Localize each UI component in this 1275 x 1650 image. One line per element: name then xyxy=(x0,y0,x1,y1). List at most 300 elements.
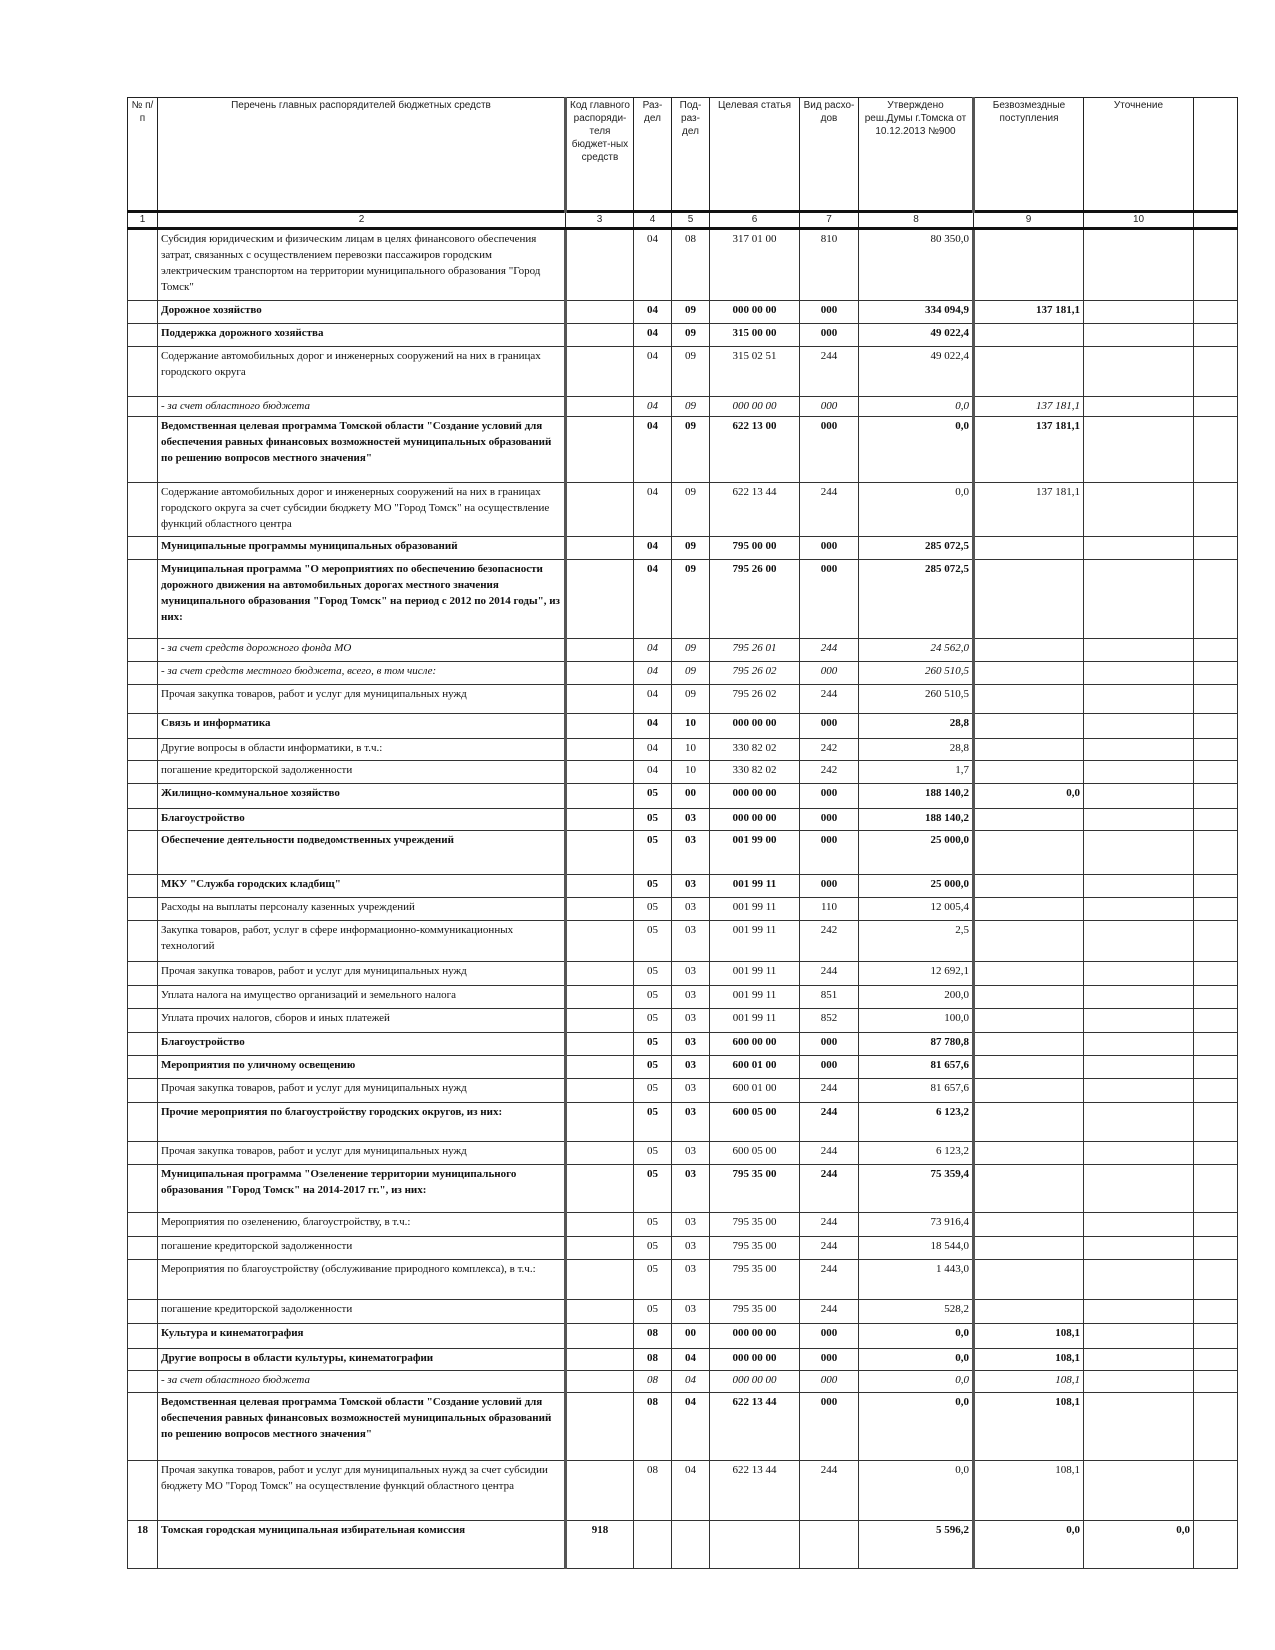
row-number xyxy=(128,417,158,483)
table-row xyxy=(128,784,1238,809)
row-number: 18 xyxy=(128,1521,158,1569)
row-approved: 2,5 xyxy=(859,921,974,962)
table-row xyxy=(128,1521,1238,1569)
row-adjustment xyxy=(1084,301,1194,324)
row-target-article: 000 00 00 xyxy=(710,397,800,417)
row-expense-type: 242 xyxy=(800,739,859,761)
header-col-target-article: Целевая статья xyxy=(710,98,800,212)
row-grants xyxy=(974,1033,1084,1056)
row-extra xyxy=(1194,1009,1238,1033)
row-grants: 137 181,1 xyxy=(974,483,1084,537)
row-expense-type: 852 xyxy=(800,1009,859,1033)
row-extra xyxy=(1194,962,1238,986)
row-grants: 137 181,1 xyxy=(974,397,1084,417)
row-approved: 188 140,2 xyxy=(859,809,974,831)
row-adjustment xyxy=(1084,784,1194,809)
row-adjustment xyxy=(1084,560,1194,639)
row-number xyxy=(128,1033,158,1056)
row-subsection: 09 xyxy=(672,347,710,397)
row-grants xyxy=(974,1165,1084,1213)
row-adjustment xyxy=(1084,1009,1194,1033)
row-adjustment xyxy=(1084,1033,1194,1056)
row-number xyxy=(128,831,158,875)
row-extra xyxy=(1194,921,1238,962)
row-section: 05 xyxy=(634,784,672,809)
row-expense-type: 000 xyxy=(800,1056,859,1079)
row-subsection: 09 xyxy=(672,685,710,714)
row-target-article: 795 35 00 xyxy=(710,1213,800,1237)
row-extra xyxy=(1194,1521,1238,1569)
row-code xyxy=(566,1213,634,1237)
row-target-article: 600 00 00 xyxy=(710,1033,800,1056)
row-expense-type: 244 xyxy=(800,347,859,397)
row-target-article: 000 00 00 xyxy=(710,1349,800,1371)
row-expense-type: 244 xyxy=(800,1461,859,1521)
row-approved: 100,0 xyxy=(859,1009,974,1033)
row-adjustment xyxy=(1084,1371,1194,1393)
row-approved: 87 780,8 xyxy=(859,1033,974,1056)
row-number xyxy=(128,483,158,537)
header-col-approved: Утверждено реш.Думы г.Томска от 10.12.2013 №900 xyxy=(859,98,974,212)
row-number xyxy=(128,1056,158,1079)
row-code xyxy=(566,1260,634,1300)
row-subsection: 03 xyxy=(672,1103,710,1142)
row-grants: 0,0 xyxy=(974,1521,1084,1569)
row-subsection: 09 xyxy=(672,397,710,417)
row-name: Муниципальные программы муниципальных образований xyxy=(158,537,566,560)
row-adjustment xyxy=(1084,921,1194,962)
row-number xyxy=(128,1103,158,1142)
row-grants xyxy=(974,1237,1084,1260)
row-subsection: 09 xyxy=(672,324,710,347)
row-name: - за счет областного бюджета xyxy=(158,397,566,417)
row-target-article: 001 99 11 xyxy=(710,875,800,898)
row-expense-type: 244 xyxy=(800,1142,859,1165)
row-name: - за счет средств местного бюджета, всего, в том числе: xyxy=(158,662,566,685)
row-code xyxy=(566,1461,634,1521)
row-grants xyxy=(974,1300,1084,1324)
row-approved: 6 123,2 xyxy=(859,1103,974,1142)
row-adjustment xyxy=(1084,1079,1194,1103)
row-expense-type: 851 xyxy=(800,986,859,1009)
row-subsection: 03 xyxy=(672,1079,710,1103)
row-adjustment xyxy=(1084,1165,1194,1213)
row-adjustment xyxy=(1084,1393,1194,1461)
row-subsection: 00 xyxy=(672,784,710,809)
row-extra xyxy=(1194,1349,1238,1371)
row-adjustment xyxy=(1084,537,1194,560)
table-row xyxy=(128,1461,1238,1521)
row-expense-type xyxy=(800,1521,859,1569)
row-extra xyxy=(1194,1393,1238,1461)
row-adjustment xyxy=(1084,324,1194,347)
row-code xyxy=(566,324,634,347)
row-target-article: 622 13 44 xyxy=(710,1393,800,1461)
row-number xyxy=(128,560,158,639)
row-subsection: 03 xyxy=(672,986,710,1009)
row-code xyxy=(566,1371,634,1393)
table-row xyxy=(128,739,1238,761)
row-code xyxy=(566,784,634,809)
row-adjustment: 0,0 xyxy=(1084,1521,1194,1569)
header-col-name: Перечень главных распорядителей бюджетных средств xyxy=(158,98,566,212)
table-row xyxy=(128,1260,1238,1300)
column-number: 4 xyxy=(634,212,672,229)
table-body xyxy=(128,229,1238,1569)
row-adjustment xyxy=(1084,397,1194,417)
row-grants xyxy=(974,1213,1084,1237)
row-section: 08 xyxy=(634,1349,672,1371)
row-number xyxy=(128,1009,158,1033)
row-extra xyxy=(1194,639,1238,662)
row-subsection: 04 xyxy=(672,1461,710,1521)
row-code xyxy=(566,921,634,962)
row-expense-type: 000 xyxy=(800,662,859,685)
row-grants xyxy=(974,560,1084,639)
row-section: 04 xyxy=(634,662,672,685)
row-number xyxy=(128,809,158,831)
row-target-article: 330 82 02 xyxy=(710,739,800,761)
row-approved: 81 657,6 xyxy=(859,1056,974,1079)
row-subsection: 03 xyxy=(672,921,710,962)
row-subsection: 03 xyxy=(672,1260,710,1300)
row-name: Содержание автомобильных дорог и инженерных сооружений на них в границах городского округа xyxy=(158,347,566,397)
row-target-article: 315 00 00 xyxy=(710,324,800,347)
row-expense-type: 244 xyxy=(800,1103,859,1142)
row-number xyxy=(128,639,158,662)
row-adjustment xyxy=(1084,347,1194,397)
row-section: 04 xyxy=(634,714,672,739)
table-row xyxy=(128,761,1238,784)
row-adjustment xyxy=(1084,714,1194,739)
row-target-article: 622 13 00 xyxy=(710,417,800,483)
row-target-article: 001 99 00 xyxy=(710,831,800,875)
row-target-article: 317 01 00 xyxy=(710,229,800,301)
row-section: 04 xyxy=(634,685,672,714)
table-row xyxy=(128,875,1238,898)
row-number xyxy=(128,1237,158,1260)
row-code xyxy=(566,1103,634,1142)
table-row xyxy=(128,1237,1238,1260)
row-expense-type: 000 xyxy=(800,1349,859,1371)
row-expense-type: 110 xyxy=(800,898,859,921)
row-target-article: 795 00 00 xyxy=(710,537,800,560)
row-subsection: 03 xyxy=(672,1009,710,1033)
row-section: 04 xyxy=(634,537,672,560)
row-target-article: 600 05 00 xyxy=(710,1103,800,1142)
column-number: 9 xyxy=(974,212,1084,229)
row-grants: 108,1 xyxy=(974,1393,1084,1461)
row-approved: 285 072,5 xyxy=(859,560,974,639)
row-name: Жилищно-коммунальное хозяйство xyxy=(158,784,566,809)
row-extra xyxy=(1194,1260,1238,1300)
row-number xyxy=(128,1461,158,1521)
row-approved: 0,0 xyxy=(859,1461,974,1521)
row-approved: 0,0 xyxy=(859,397,974,417)
row-target-article: 795 26 02 xyxy=(710,662,800,685)
row-approved: 200,0 xyxy=(859,986,974,1009)
row-approved: 28,8 xyxy=(859,714,974,739)
row-name: погашение кредиторской задолженности xyxy=(158,1300,566,1324)
row-number xyxy=(128,229,158,301)
row-approved: 188 140,2 xyxy=(859,784,974,809)
row-name: Расходы на выплаты персоналу казенных учреждений xyxy=(158,898,566,921)
row-adjustment xyxy=(1084,229,1194,301)
row-extra xyxy=(1194,1103,1238,1142)
row-expense-type: 244 xyxy=(800,639,859,662)
row-extra xyxy=(1194,324,1238,347)
row-target-article xyxy=(710,1521,800,1569)
row-adjustment xyxy=(1084,1349,1194,1371)
table-row xyxy=(128,962,1238,986)
row-number xyxy=(128,714,158,739)
column-number: 8 xyxy=(859,212,974,229)
table-row xyxy=(128,1300,1238,1324)
row-number xyxy=(128,537,158,560)
row-number xyxy=(128,324,158,347)
row-code xyxy=(566,1033,634,1056)
row-target-article: 000 00 00 xyxy=(710,809,800,831)
row-expense-type: 244 xyxy=(800,1165,859,1213)
row-approved: 25 000,0 xyxy=(859,831,974,875)
row-name: Мероприятия по озеленению, благоустройству, в т.ч.: xyxy=(158,1213,566,1237)
row-code xyxy=(566,739,634,761)
row-approved: 285 072,5 xyxy=(859,537,974,560)
row-name: Ведомственная целевая программа Томской области "Создание условий для обеспечения равных финансовых возможностей муниципальных образований по решению вопросов местного значения" xyxy=(158,1393,566,1461)
row-name: Прочая закупка товаров, работ и услуг для муниципальных нужд xyxy=(158,685,566,714)
table-row xyxy=(128,1371,1238,1393)
row-grants xyxy=(974,1103,1084,1142)
row-grants xyxy=(974,898,1084,921)
column-number: 10 xyxy=(1084,212,1194,229)
row-approved: 0,0 xyxy=(859,483,974,537)
row-grants xyxy=(974,324,1084,347)
row-code xyxy=(566,560,634,639)
table-row xyxy=(128,898,1238,921)
row-adjustment xyxy=(1084,1237,1194,1260)
row-section: 04 xyxy=(634,301,672,324)
row-expense-type: 000 xyxy=(800,875,859,898)
row-grants xyxy=(974,1142,1084,1165)
row-expense-type: 242 xyxy=(800,761,859,784)
row-expense-type: 242 xyxy=(800,921,859,962)
row-code xyxy=(566,347,634,397)
row-name: Прочие мероприятия по благоустройству городских округов, из них: xyxy=(158,1103,566,1142)
row-number xyxy=(128,1079,158,1103)
row-grants: 137 181,1 xyxy=(974,417,1084,483)
row-adjustment xyxy=(1084,483,1194,537)
column-number-row xyxy=(128,212,1238,229)
row-expense-type: 000 xyxy=(800,1371,859,1393)
row-approved: 1,7 xyxy=(859,761,974,784)
row-adjustment xyxy=(1084,1324,1194,1349)
row-number xyxy=(128,301,158,324)
table-row xyxy=(128,1165,1238,1213)
row-target-article: 622 13 44 xyxy=(710,483,800,537)
row-number xyxy=(128,962,158,986)
row-expense-type: 000 xyxy=(800,831,859,875)
row-target-article: 600 01 00 xyxy=(710,1056,800,1079)
row-subsection: 09 xyxy=(672,483,710,537)
row-target-article: 001 99 11 xyxy=(710,1009,800,1033)
header-col-grants: Безвозмездные поступления xyxy=(974,98,1084,212)
row-extra xyxy=(1194,898,1238,921)
header-col-subsection: Под-раз-дел xyxy=(672,98,710,212)
row-name: Содержание автомобильных дорог и инженерных сооружений на них в границах городского округа за счет субсидии бюджету МО "Город Томск" на осуществление функций областного центра xyxy=(158,483,566,537)
table-row xyxy=(128,831,1238,875)
row-target-article: 315 02 51 xyxy=(710,347,800,397)
row-grants xyxy=(974,1009,1084,1033)
row-code xyxy=(566,685,634,714)
row-number xyxy=(128,685,158,714)
row-grants xyxy=(974,1260,1084,1300)
row-adjustment xyxy=(1084,1056,1194,1079)
row-subsection: 03 xyxy=(672,1213,710,1237)
row-approved: 24 562,0 xyxy=(859,639,974,662)
row-expense-type: 000 xyxy=(800,809,859,831)
row-code xyxy=(566,1009,634,1033)
row-expense-type: 000 xyxy=(800,1033,859,1056)
row-extra xyxy=(1194,1461,1238,1521)
row-subsection: 03 xyxy=(672,962,710,986)
row-section: 05 xyxy=(634,1033,672,1056)
row-target-article: 795 26 00 xyxy=(710,560,800,639)
table-row xyxy=(128,1103,1238,1142)
row-extra xyxy=(1194,761,1238,784)
row-approved: 73 916,4 xyxy=(859,1213,974,1237)
row-code xyxy=(566,662,634,685)
row-grants xyxy=(974,921,1084,962)
table-row xyxy=(128,537,1238,560)
row-approved: 334 094,9 xyxy=(859,301,974,324)
row-adjustment xyxy=(1084,1103,1194,1142)
row-extra xyxy=(1194,1324,1238,1349)
row-subsection: 09 xyxy=(672,301,710,324)
row-adjustment xyxy=(1084,898,1194,921)
row-adjustment xyxy=(1084,739,1194,761)
row-name: Мероприятия по благоустройству (обслуживание природного комплекса), в т.ч.: xyxy=(158,1260,566,1300)
row-extra xyxy=(1194,831,1238,875)
row-expense-type: 244 xyxy=(800,962,859,986)
table-row xyxy=(128,986,1238,1009)
row-target-article: 600 01 00 xyxy=(710,1079,800,1103)
row-grants: 108,1 xyxy=(974,1324,1084,1349)
row-adjustment xyxy=(1084,962,1194,986)
row-code xyxy=(566,875,634,898)
row-grants xyxy=(974,1056,1084,1079)
row-extra xyxy=(1194,1056,1238,1079)
row-approved: 1 443,0 xyxy=(859,1260,974,1300)
row-adjustment xyxy=(1084,1300,1194,1324)
row-extra xyxy=(1194,714,1238,739)
table-row xyxy=(128,1142,1238,1165)
row-approved: 528,2 xyxy=(859,1300,974,1324)
row-section: 05 xyxy=(634,875,672,898)
row-extra xyxy=(1194,1142,1238,1165)
row-number xyxy=(128,784,158,809)
row-code xyxy=(566,809,634,831)
table-row xyxy=(128,662,1238,685)
row-approved: 80 350,0 xyxy=(859,229,974,301)
row-expense-type: 000 xyxy=(800,784,859,809)
row-subsection: 09 xyxy=(672,417,710,483)
row-expense-type: 244 xyxy=(800,685,859,714)
row-approved: 49 022,4 xyxy=(859,347,974,397)
row-target-article: 000 00 00 xyxy=(710,1371,800,1393)
row-target-article: 001 99 11 xyxy=(710,898,800,921)
row-section: 05 xyxy=(634,986,672,1009)
row-expense-type: 810 xyxy=(800,229,859,301)
row-expense-type: 000 xyxy=(800,324,859,347)
row-grants xyxy=(974,639,1084,662)
row-code xyxy=(566,1393,634,1461)
row-extra xyxy=(1194,685,1238,714)
row-approved: 12 692,1 xyxy=(859,962,974,986)
row-name: Благоустройство xyxy=(158,1033,566,1056)
table-row xyxy=(128,417,1238,483)
row-number xyxy=(128,1349,158,1371)
row-code xyxy=(566,898,634,921)
row-name: Дорожное хозяйство xyxy=(158,301,566,324)
row-grants xyxy=(974,347,1084,397)
row-section: 04 xyxy=(634,397,672,417)
row-code xyxy=(566,483,634,537)
row-subsection: 09 xyxy=(672,662,710,685)
row-approved: 18 544,0 xyxy=(859,1237,974,1260)
row-extra xyxy=(1194,1371,1238,1393)
row-number xyxy=(128,397,158,417)
row-section: 05 xyxy=(634,1009,672,1033)
row-target-article: 795 35 00 xyxy=(710,1300,800,1324)
row-grants xyxy=(974,714,1084,739)
row-name: - за счет областного бюджета xyxy=(158,1371,566,1393)
row-target-article: 000 00 00 xyxy=(710,301,800,324)
row-adjustment xyxy=(1084,875,1194,898)
row-section: 05 xyxy=(634,1056,672,1079)
table-row xyxy=(128,483,1238,537)
table-row xyxy=(128,921,1238,962)
row-adjustment xyxy=(1084,685,1194,714)
row-extra xyxy=(1194,347,1238,397)
row-section xyxy=(634,1521,672,1569)
row-extra xyxy=(1194,809,1238,831)
row-subsection: 04 xyxy=(672,1349,710,1371)
row-extra xyxy=(1194,1079,1238,1103)
row-name: Уплата прочих налогов, сборов и иных платежей xyxy=(158,1009,566,1033)
row-number xyxy=(128,739,158,761)
row-approved: 0,0 xyxy=(859,1324,974,1349)
row-name: Субсидия юридическим и физическим лицам в целях финансового обеспечения затрат, связанных с осуществлением перевозки пассажиров городским электрическим транспортом на территории муниципального образования "Город Томск" xyxy=(158,229,566,301)
row-code xyxy=(566,714,634,739)
column-number: 5 xyxy=(672,212,710,229)
row-section: 08 xyxy=(634,1371,672,1393)
row-number xyxy=(128,662,158,685)
row-grants xyxy=(974,739,1084,761)
column-number: 1 xyxy=(128,212,158,229)
column-number: 2 xyxy=(158,212,566,229)
row-section: 05 xyxy=(634,1300,672,1324)
row-subsection: 03 xyxy=(672,809,710,831)
row-subsection: 09 xyxy=(672,639,710,662)
row-name: Прочая закупка товаров, работ и услуг для муниципальных нужд xyxy=(158,962,566,986)
row-target-article: 330 82 02 xyxy=(710,761,800,784)
row-adjustment xyxy=(1084,1260,1194,1300)
column-number: 7 xyxy=(800,212,859,229)
row-grants: 0,0 xyxy=(974,784,1084,809)
row-approved: 81 657,6 xyxy=(859,1079,974,1103)
row-grants xyxy=(974,1079,1084,1103)
row-name: - за счет средств дорожного фонда МО xyxy=(158,639,566,662)
